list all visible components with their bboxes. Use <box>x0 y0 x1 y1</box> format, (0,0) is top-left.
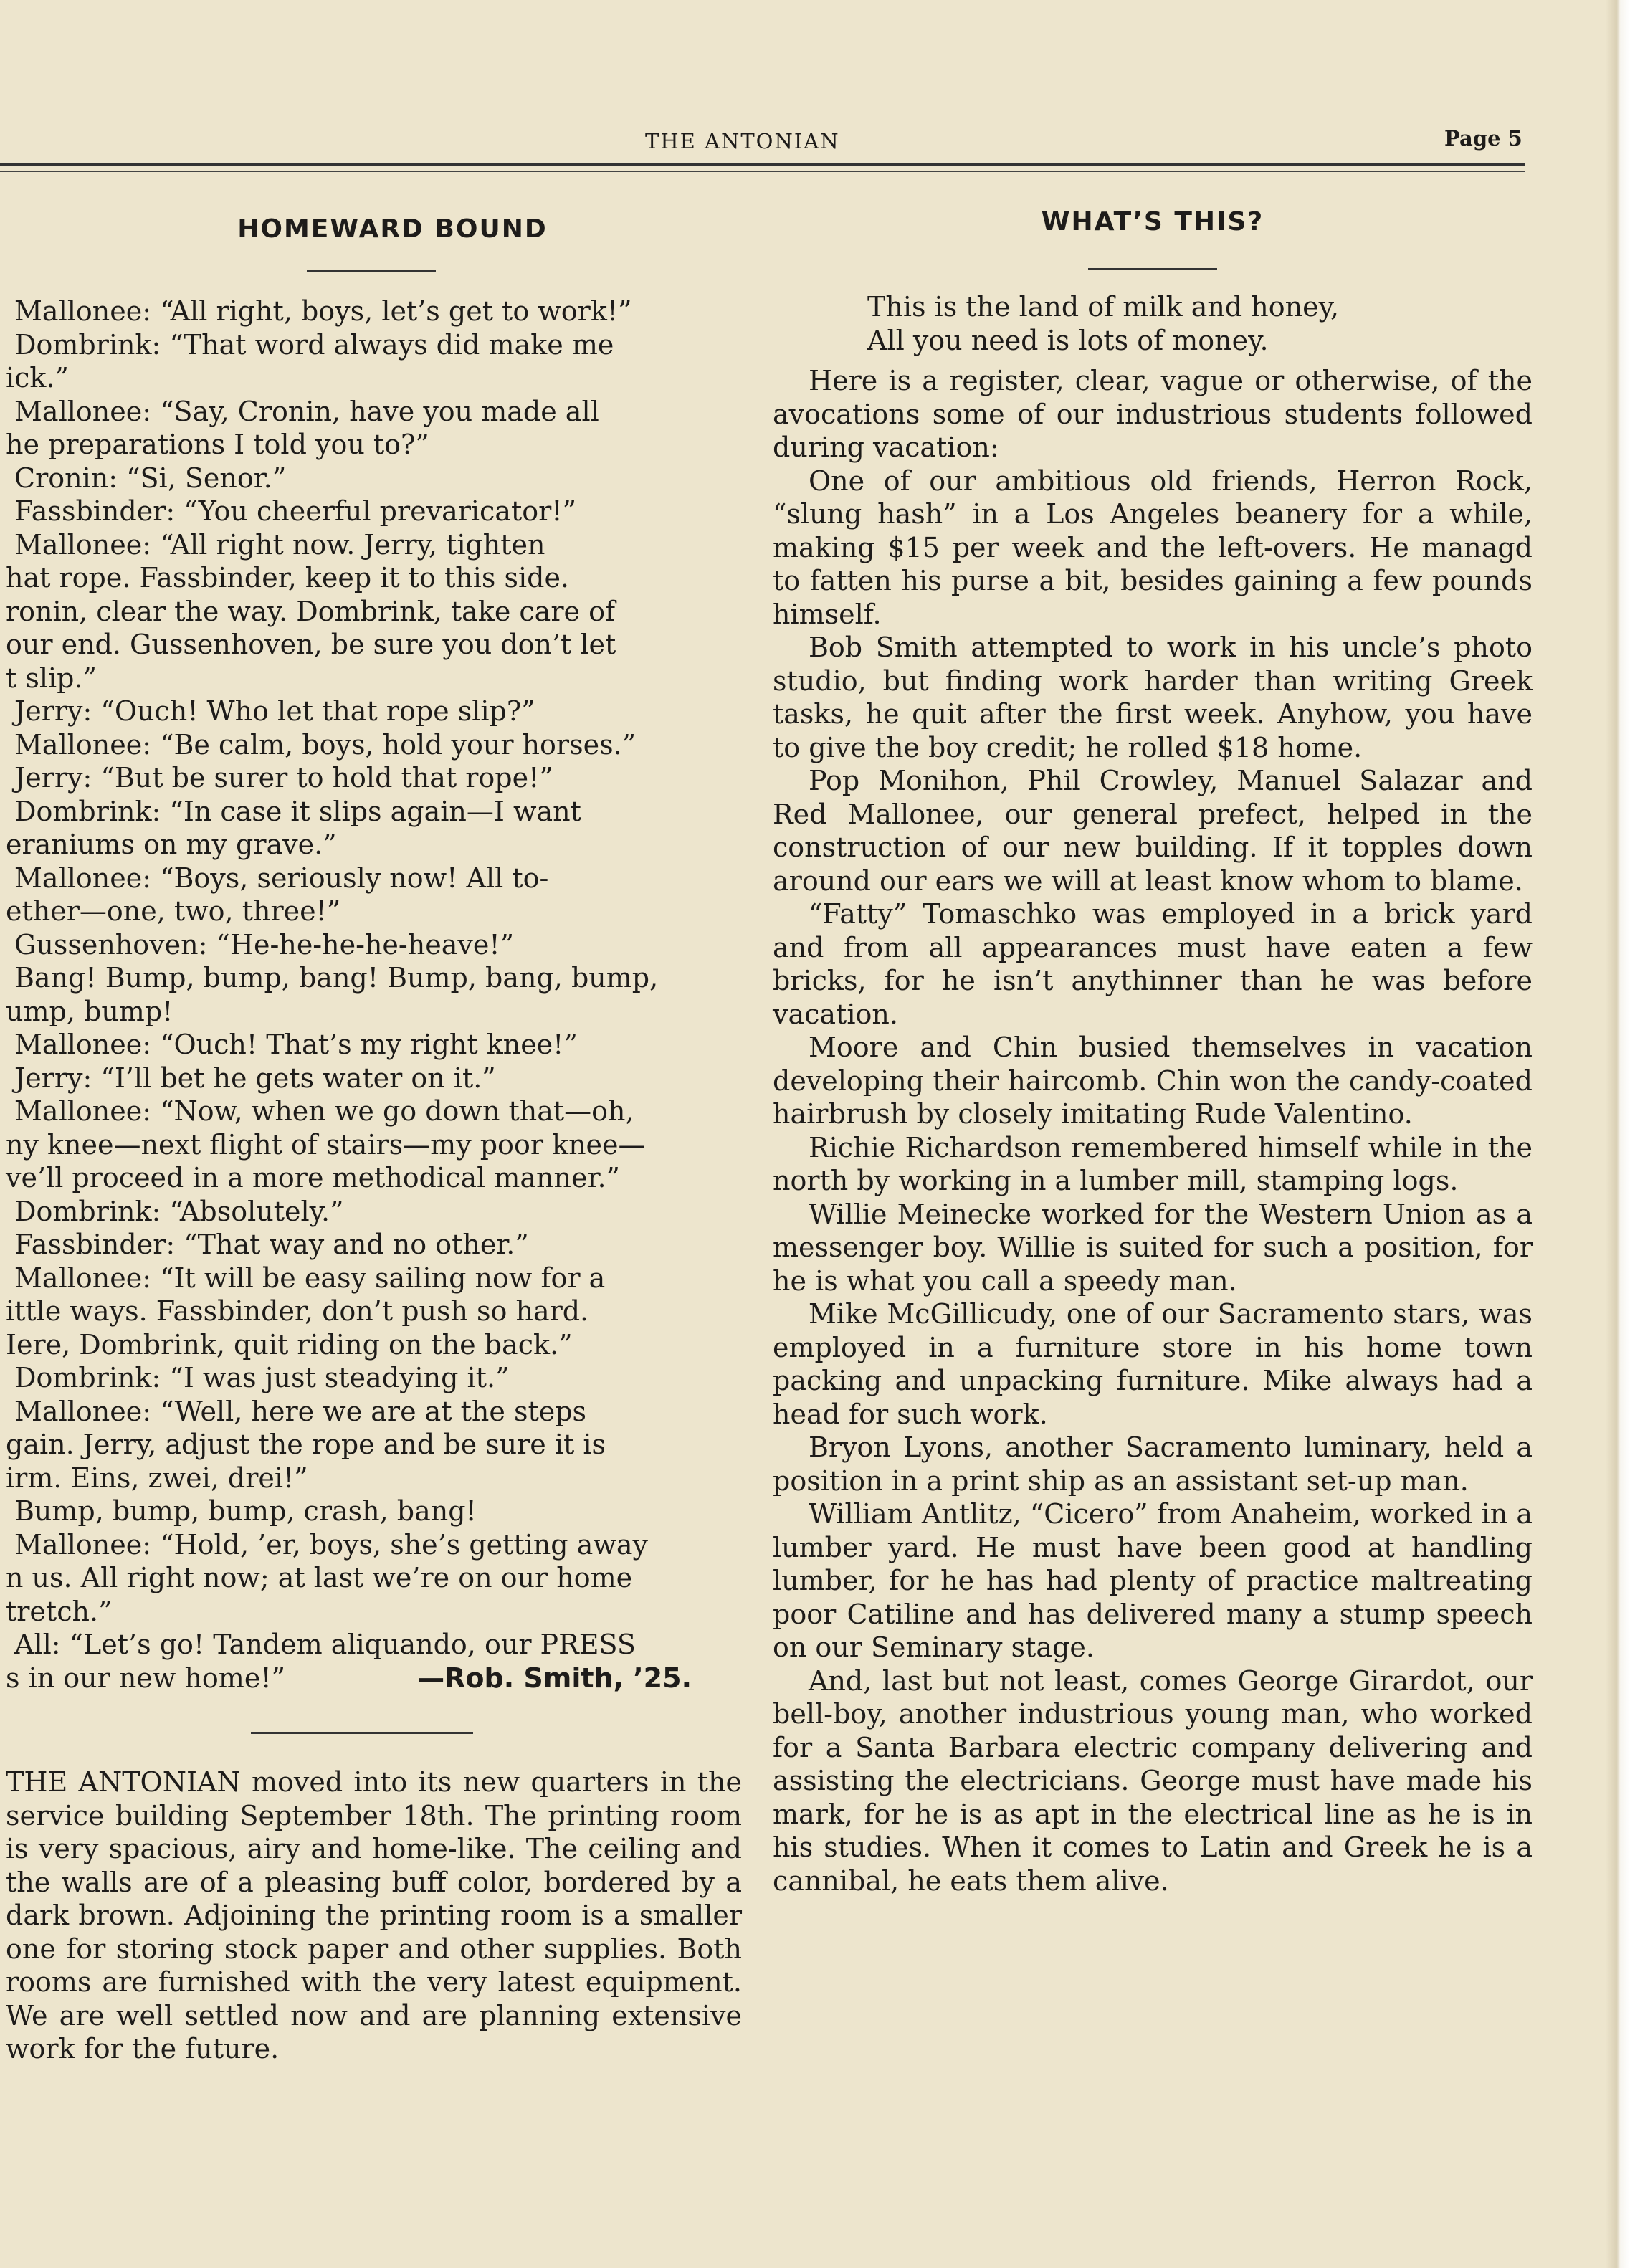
dialogue-line: ny knee—next flight of stairs—my poor knee— <box>6 1128 646 1161</box>
article-paragraph: “Fatty” Tomaschko was employed in a brick yard and from all appearances must have eaten a few bricks, for he isn’t anythinner than he was before vacation. <box>773 898 1533 1030</box>
dialogue-line: ronin, clear the way. Dombrink, take care of <box>6 595 616 627</box>
dialogue-line: ick.” <box>6 362 69 394</box>
page-edge <box>1606 0 1630 2268</box>
dialogue-line: Jerry: “But be surer to hold that rope!” <box>14 762 553 794</box>
dialogue-line: Jerry: “Ouch! Who let that rope slip?” <box>14 695 535 727</box>
dialogue-line: our end. Gussenhoven, be sure you don’t let <box>6 629 616 660</box>
header-rule <box>0 163 1525 166</box>
article-paragraph: Moore and Chin busied themselves in vacation developing their haircomb. Chin won the candy-coated hairbrush by closely imitating Rude Valentino. <box>773 1031 1533 1130</box>
article-paragraph: Bryon Lyons, another Sacramento luminary, held a position in a print ship as an assistant set-up man. <box>773 1431 1533 1497</box>
dialogue-line: Bang! Bump, bump, bang! Bump, bang, bump, <box>14 962 659 994</box>
dialogue-line: irm. Eins, zwei, drei!” <box>6 1462 308 1494</box>
dialogue-line: Mallonee: “Hold, ’er, boys, she’s getting away <box>14 1528 649 1561</box>
article-paragraph: One of our ambitious old friends, Herron Rock, “slung hash” in a Los Angeles beanery for a while, making $15 per week and the left-overs. He managd to fatten his purse a bit, besides gaining a few pounds himself. <box>773 464 1533 630</box>
dialogue-line: Mallonee: “Say, Cronin, have you made all <box>14 395 599 427</box>
dialogue-line: Dombrink: “In case it slips again—I want <box>14 795 581 827</box>
dialogue-line: ittle ways. Fassbinder, don’t push so hard. <box>6 1295 589 1327</box>
right-column <box>773 201 1533 1897</box>
dialogue-line: Mallonee: “All right now. Jerry, tighten <box>14 528 545 561</box>
dialogue-line: Mallonee: “It will be easy sailing now for a <box>14 1262 606 1294</box>
dialogue-line: ve’ll proceed in a more methodical manner.” <box>6 1162 620 1193</box>
dialogue-line: n us. All right now; at last we’re on our home <box>6 1562 633 1593</box>
dialogue-line: Mallonee: “Ouch! That’s my right knee!” <box>14 1029 578 1060</box>
header-rule-thin <box>0 171 1525 172</box>
signature-line <box>0 1662 742 1695</box>
author-signature: —Rob. Smith, ’25. <box>417 1662 692 1694</box>
dialogue-line: Jerry: “I’ll bet he gets water on it.” <box>14 1062 496 1094</box>
article-heading-whats-this: WHAT’S THIS? <box>1041 207 1264 237</box>
dialogue-line: Mallonee: “Boys, seriously now! All to- <box>14 862 549 894</box>
dialogue-line: eraniums on my grave.” <box>6 829 337 860</box>
dialogue-line: All: “Let’s go! Tandem aliquando, our PRESS <box>14 1629 636 1660</box>
article-paragraph: Bob Smith attempted to work in his uncle’s photo studio, but finding work harder than writing Greek tasks, he quit after the first week. Anyhow, you have to give the boy credit; he rolled $18 home. <box>773 632 1533 763</box>
dialogue-line: hat rope. Fassbinder, keep it to this side. <box>6 562 570 594</box>
dialogue-line: Gussenhoven: “He-he-he-he-heave!” <box>14 928 515 961</box>
closing-line: s in our new home!” <box>6 1662 286 1694</box>
dialogue-line: Dombrink: “That word always did make me <box>14 328 614 361</box>
verse-line: This is the land of milk and honey, <box>867 291 1340 323</box>
heading-divider <box>307 270 436 272</box>
verse-line: All you need is lots of money. <box>867 324 1269 356</box>
dialogue-line: Fassbinder: “You cheerful prevaricator!” <box>14 495 576 527</box>
left-column <box>0 201 742 2066</box>
dialogue-line: Mallonee: “Now, when we go down that—oh, <box>14 1095 634 1127</box>
dialogue-line: t slip.” <box>6 662 97 694</box>
section-divider <box>251 1732 473 1734</box>
dialogue-line: Cronin: “Si, Senor.” <box>14 462 287 494</box>
newspaper-title: THE ANTONIAN <box>645 129 840 153</box>
opening-verse <box>773 290 1533 357</box>
dialogue-block <box>0 295 742 1695</box>
dialogue-line: Dombrink: “I was just steadying it.” <box>14 1362 510 1393</box>
dialogue-line: Mallonee: “Well, here we are at the steps <box>14 1395 587 1427</box>
article-paragraph: Willie Meinecke worked for the Western Union as a messenger boy. Willie is suited for such a position, for he is what you call a speedy man. <box>773 1198 1533 1297</box>
article-paragraph: Richie Richardson remembered himself while in the north by working in a lumber mill, stamping logs. <box>773 1131 1533 1196</box>
antonian-move-notice: THE ANTONIAN moved into its new quarters in the service building September 18th. The printing room is very spacious, airy and home-like. The ceiling and the walls are of a pleasing buff color, bordered by a dark brown. Adjoining the printing room is a smaller one for storing stock paper and other supplies. Both rooms are furnished with the very latest equipment. We are well settled now and are planning extensive work for the future. <box>6 1766 742 2064</box>
article-paragraph: William Antlitz, “Cicero” from Anaheim, worked in a lumber yard. He must have been good at handling lumber, for he has had plenty of practice maltreating poor Catiline and has delivered many a stump speech on our Seminary stage. <box>773 1498 1533 1663</box>
dialogue-line: Fassbinder: “That way and no other.” <box>14 1229 529 1260</box>
page-number: Page 5 <box>1444 126 1522 151</box>
heading-divider <box>1088 268 1217 270</box>
article-paragraph: Here is a register, clear, vague or otherwise, of the avocations some of our industrious students followed during vacation: <box>773 365 1533 463</box>
dialogue-line: Mallonee: “All right, boys, let’s get to work!” <box>14 295 632 327</box>
dialogue-line: tretch.” <box>6 1595 113 1627</box>
article-paragraph: Pop Monihon, Phil Crowley, Manuel Salazar and Red Mallonee, our general prefect, helped in the construction of our new building. If it topples down around our ears we will at least know whom to blame. <box>773 765 1533 897</box>
article-paragraph: Mike McGillicudy, one of our Sacramento stars, was employed in a furniture store in his home town packing and unpacking furniture. Mike always had a head for such work. <box>773 1298 1533 1430</box>
dialogue-line: Mallonee: “Be calm, boys, hold your horses.” <box>14 728 637 761</box>
article-heading-homeward-bound: HOMEWARD BOUND <box>237 214 548 244</box>
dialogue-line: Iere, Dombrink, quit riding on the back.” <box>6 1328 573 1361</box>
dialogue-line: Dombrink: “Absolutely.” <box>14 1195 344 1227</box>
dialogue-line: ether—one, two, three!” <box>6 895 341 927</box>
dialogue-line: Bump, bump, bump, crash, bang! <box>14 1495 477 1527</box>
dialogue-line: he preparations I told you to?” <box>6 429 429 460</box>
dialogue-line: ump, bump! <box>6 995 173 1027</box>
dialogue-line: gain. Jerry, adjust the rope and be sure it is <box>6 1429 606 1460</box>
article-paragraph: And, last but not least, comes George Girardot, our bell-boy, another industrious young man, who worked for a Santa Barbara electric company delivering and assisting the electricians. George must have made his mark, for he is as apt in the electrical line as he is in his studies. When it comes to Latin and Greek he is a cannibal, he eats them alive. <box>773 1664 1533 1897</box>
